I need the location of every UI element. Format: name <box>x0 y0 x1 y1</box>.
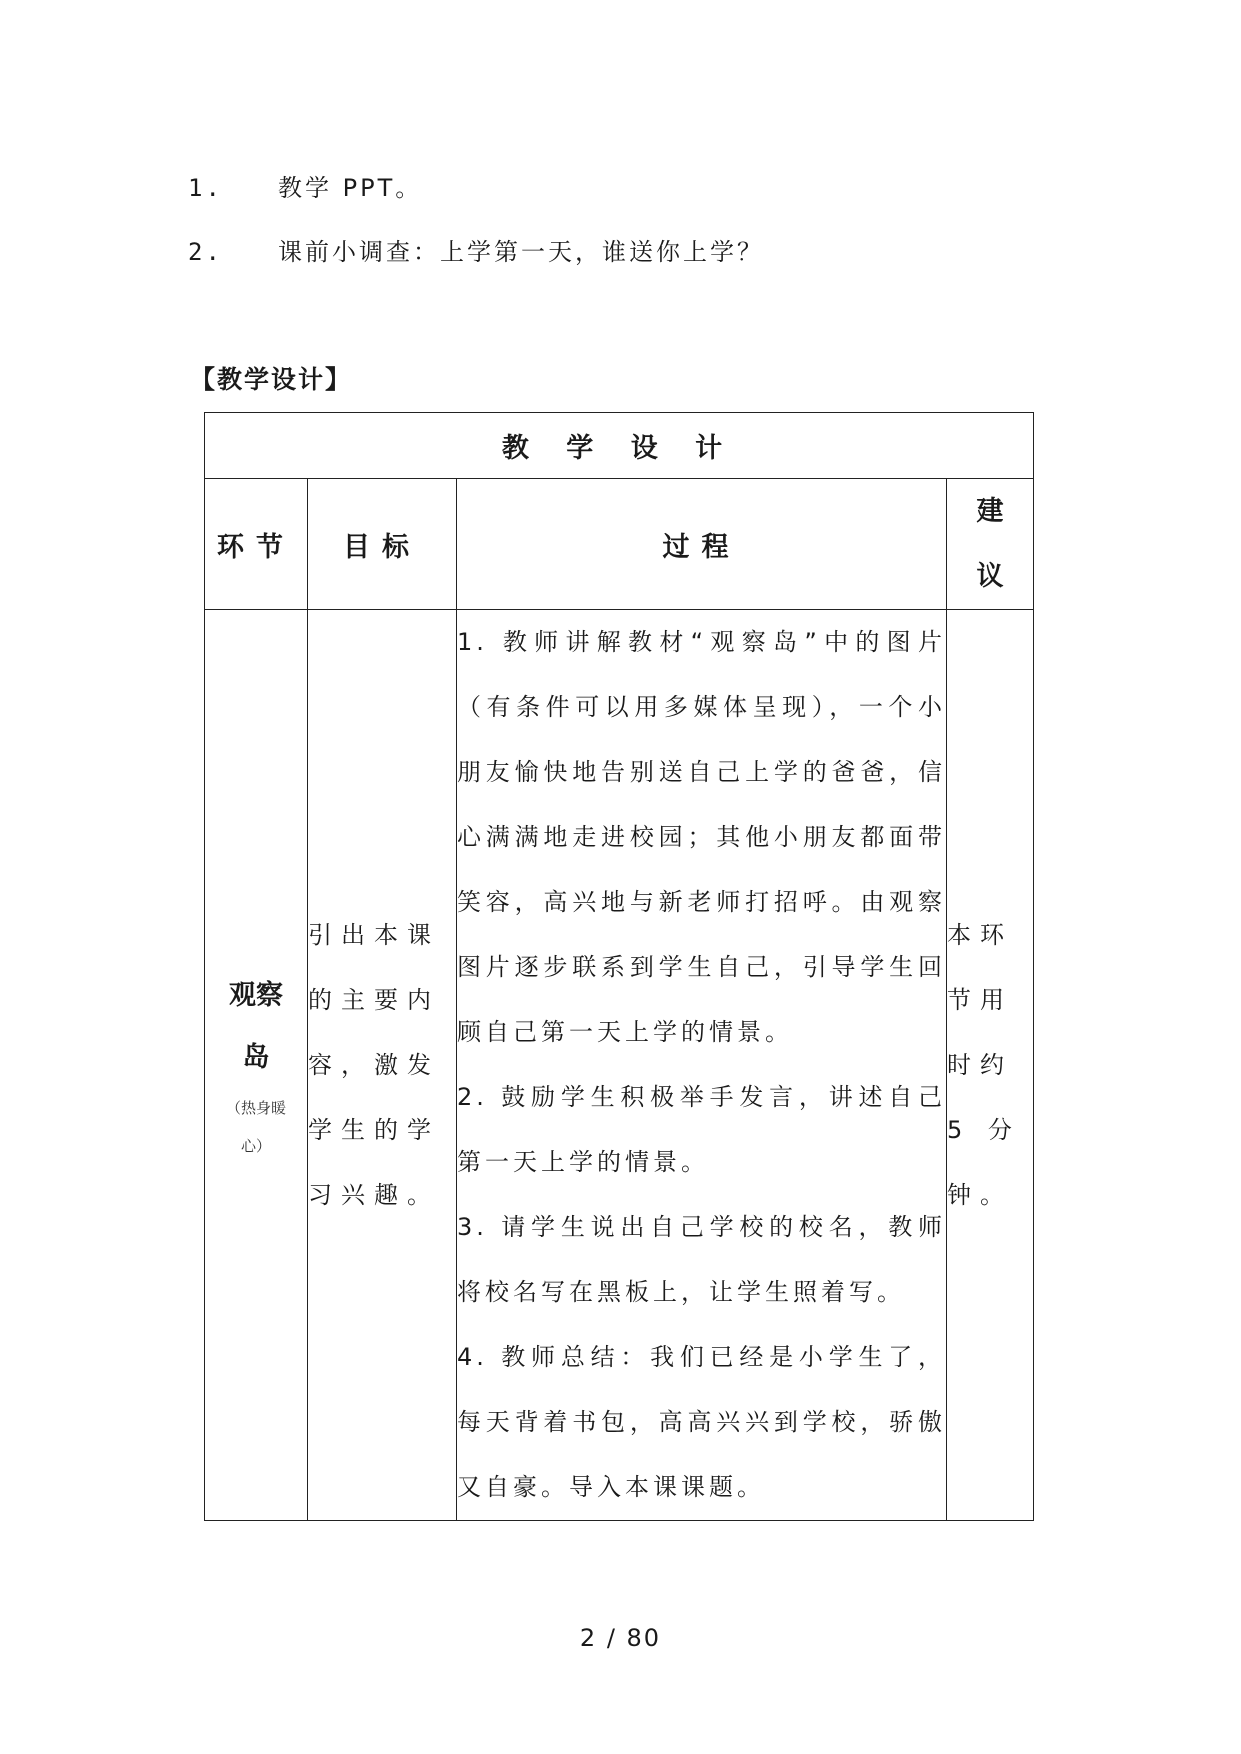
table-row <box>205 610 1034 1521</box>
stage-note-line2: 心） <box>240 1137 271 1155</box>
stage-cell <box>205 610 308 1521</box>
header-process: 过程 <box>457 479 947 610</box>
table-title: 教 学 设 计 <box>205 413 1034 479</box>
material-item-2 <box>188 232 764 267</box>
process-step-1: 1. 教师讲解教材“观察岛”中的图片（有条件可以用多媒体呈现），一个小朋友愉快地告别送自己上学的爸爸，信心满满地走进校园；其他小朋友都面带笑容，高兴地与新老师打招呼。由观察图片逐步联系到学生自己，引导学生回顾自己第一天上学的情景。 <box>457 628 946 1046</box>
header-suggestion <box>947 479 1034 610</box>
process-step-2: 2. 鼓励学生积极举手发言，讲述自己第一天上学的情景。 <box>457 1083 946 1176</box>
process-step-3: 3. 请学生说出自己学校的校名，教师将校名写在黑板上，让学生照着写。 <box>457 1213 946 1306</box>
header-suggestion-line1: 建 <box>976 496 1004 527</box>
list-text: 教学 PPT。 <box>278 174 423 202</box>
process-step-4: 4. 教师总结：我们已经是小学生了，每天背着书包，高高兴兴到学校，骄傲又自豪。导入本课课题。 <box>457 1343 946 1501</box>
material-item-1 <box>188 168 422 203</box>
stage-name-line1: 观察 <box>229 980 283 1011</box>
stage-note-line1: （热身暖 <box>225 1099 286 1117</box>
header-suggestion-line2: 议 <box>976 561 1004 592</box>
list-text: 课前小调查：上学第一天，谁送你上学？ <box>278 238 764 266</box>
header-stage: 环节 <box>205 479 308 610</box>
suggestion-cell: 本环节用时约 5 分钟。 <box>947 610 1034 1521</box>
stage-name-line2: 岛 <box>242 1042 270 1073</box>
list-number: 1. <box>188 174 223 202</box>
section-heading: 【教学设计】 <box>190 365 353 394</box>
process-cell <box>457 610 947 1521</box>
list-number: 2. <box>188 238 223 266</box>
goal-cell: 引出本课的主要内容，激发学生的学习兴趣。 <box>308 610 457 1521</box>
teaching-design-table <box>204 412 1034 1521</box>
page-number: 2 / 80 <box>579 1624 662 1652</box>
header-goal: 目标 <box>308 479 457 610</box>
